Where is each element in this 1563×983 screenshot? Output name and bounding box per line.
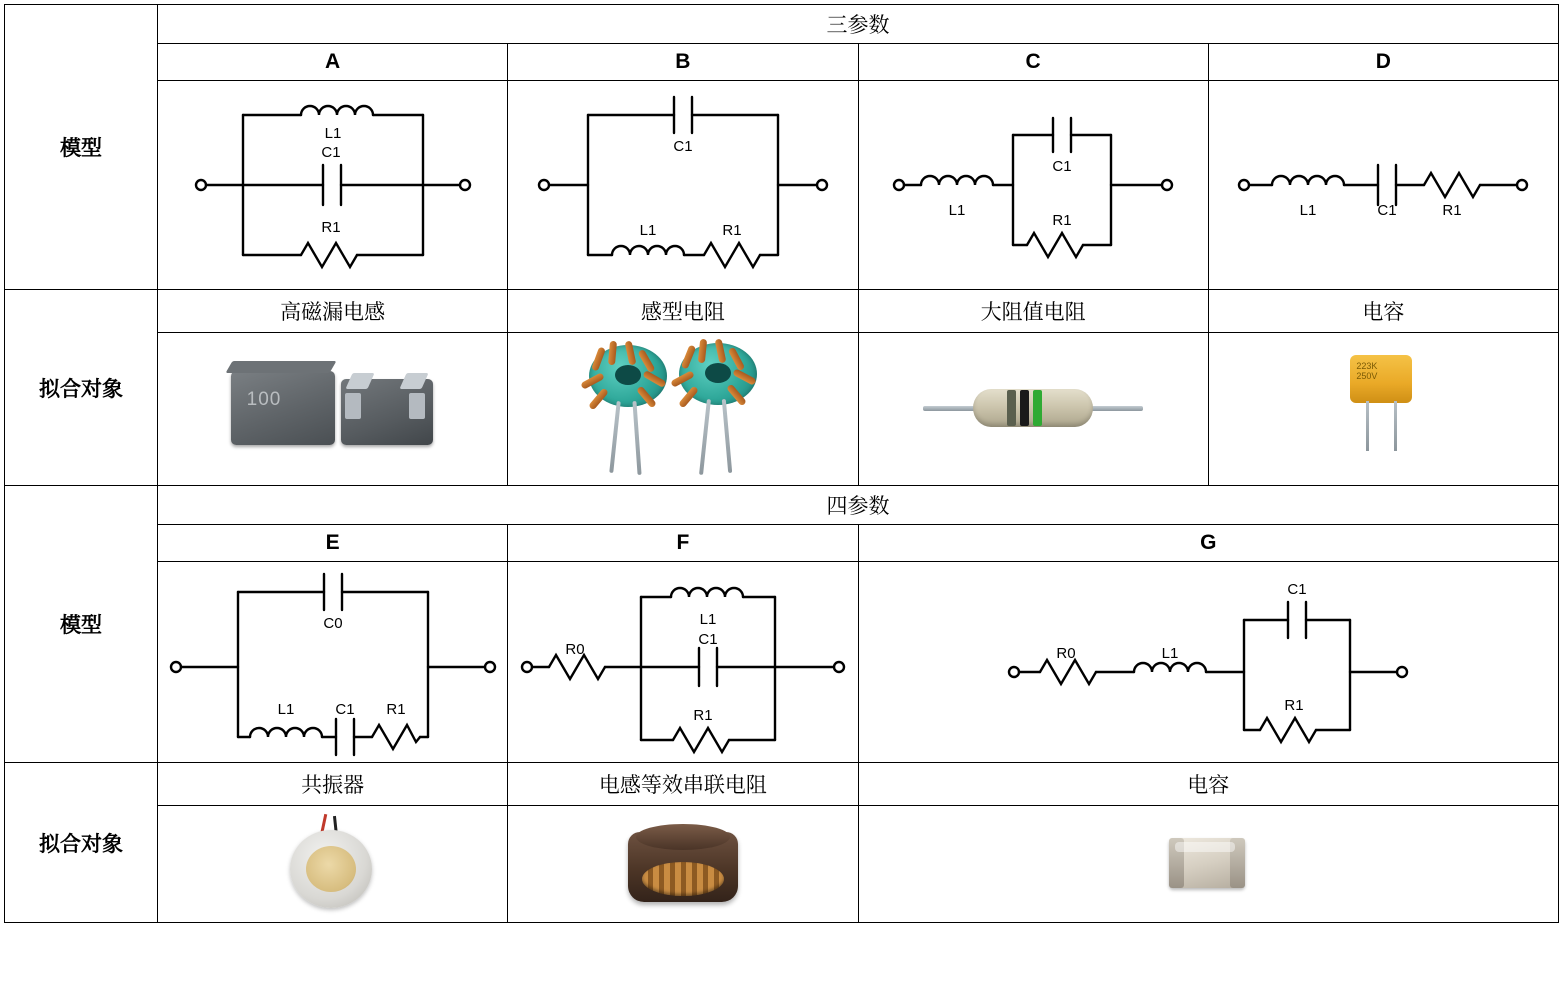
model-diagram-e — [158, 562, 508, 763]
group2-object-row-label: 拟合对象 — [5, 763, 158, 923]
label-g-c1: C1 — [1287, 581, 1307, 598]
circuit-svg-a — [183, 85, 483, 285]
photo-cell-g — [858, 806, 1559, 923]
model-diagram-d — [1208, 81, 1558, 290]
group1-model-row-label: 模型 — [5, 5, 158, 290]
column-header-g: G — [858, 525, 1559, 562]
label-b-l1: L1 — [639, 222, 657, 239]
group2-object-name-row — [5, 763, 1559, 806]
circuit-svg-d — [1228, 85, 1538, 285]
circuit-svg-b — [528, 85, 838, 285]
object-name-c: 大阻值电阻 — [858, 290, 1208, 333]
label-b-r1: R1 — [722, 222, 742, 239]
label-f-r1: R1 — [693, 707, 713, 724]
group1-object-name-row — [5, 290, 1559, 333]
label-c-r1: R1 — [1052, 212, 1072, 229]
drum-core-inductor-photo — [508, 806, 857, 922]
film-capacitor-photo: 223K 250V — [1209, 333, 1558, 485]
group2-title-row — [5, 486, 1559, 525]
column-header-a: A — [158, 44, 508, 81]
label-a-l1: L1 — [324, 125, 341, 142]
smd-power-inductors-photo — [158, 333, 507, 485]
label-d-l1: L1 — [1300, 202, 1317, 219]
group1-object-row-label: 拟合对象 — [5, 290, 158, 486]
group2-model-row-label: 模型 — [5, 486, 158, 763]
column-header-b: B — [508, 44, 858, 81]
group2-photo-row — [5, 806, 1559, 923]
object-name-a: 高磁漏电感 — [158, 290, 508, 333]
resonator-disc-photo — [158, 806, 507, 922]
group1-photo-row — [5, 333, 1559, 486]
group2-model-row — [5, 562, 1559, 763]
object-name-d: 电容 — [1208, 290, 1558, 333]
label-g-r1: R1 — [1284, 697, 1304, 714]
circuit-svg-f — [513, 562, 853, 762]
circuit-svg-g — [998, 562, 1418, 762]
toroidal-choke-photo — [508, 333, 857, 485]
label-b-c1: C1 — [673, 138, 693, 155]
label-e-l1: L1 — [277, 701, 295, 718]
model-diagram-f — [508, 562, 858, 763]
group1-title-row — [5, 5, 1559, 44]
label-e-c1: C1 — [335, 701, 355, 718]
object-name-e: 共振器 — [158, 763, 508, 806]
label-f-r0: R0 — [565, 641, 585, 658]
group2-title: 四参数 — [158, 486, 1559, 525]
photo-cell-c — [858, 333, 1208, 486]
label-c-l1: L1 — [948, 202, 966, 219]
label-d-c1: C1 — [1377, 202, 1397, 219]
mlcc-chip-capacitor-photo — [859, 806, 1559, 922]
label-e-r1: R1 — [386, 701, 406, 718]
photo-cell-b — [508, 333, 858, 486]
label-a-c1: C1 — [321, 144, 341, 161]
axial-resistor-photo — [859, 333, 1208, 485]
column-header-e: E — [158, 525, 508, 562]
label-c-c1: C1 — [1052, 158, 1072, 175]
label-f-c1: C1 — [698, 631, 718, 648]
model-diagram-c — [858, 81, 1208, 290]
model-diagram-g — [858, 562, 1559, 763]
column-header-c: C — [858, 44, 1208, 81]
equivalent-circuit-model-table — [4, 4, 1559, 923]
object-name-g: 电容 — [858, 763, 1559, 806]
photo-cell-f — [508, 806, 858, 923]
label-g-l1: L1 — [1161, 645, 1179, 662]
photo-cell-d — [1208, 333, 1558, 486]
label-g-r0: R0 — [1056, 645, 1076, 662]
label-d-r1: R1 — [1442, 202, 1462, 219]
column-header-d: D — [1208, 44, 1558, 81]
model-diagram-a — [158, 81, 508, 290]
model-diagram-b — [508, 81, 858, 290]
label-e-c0: C0 — [323, 615, 343, 632]
photo-cell-e — [158, 806, 508, 923]
circuit-svg-e — [158, 562, 508, 762]
group1-column-headers — [5, 44, 1559, 81]
column-header-f: F — [508, 525, 858, 562]
photo-cell-a — [158, 333, 508, 486]
group1-model-row — [5, 81, 1559, 290]
object-name-b: 感型电阻 — [508, 290, 858, 333]
circuit-svg-c — [883, 85, 1183, 285]
label-f-l1: L1 — [699, 611, 717, 628]
group2-column-headers — [5, 525, 1559, 562]
object-name-f: 电感等效串联电阻 — [508, 763, 858, 806]
group1-title: 三参数 — [158, 5, 1559, 44]
label-a-r1: R1 — [321, 219, 341, 236]
